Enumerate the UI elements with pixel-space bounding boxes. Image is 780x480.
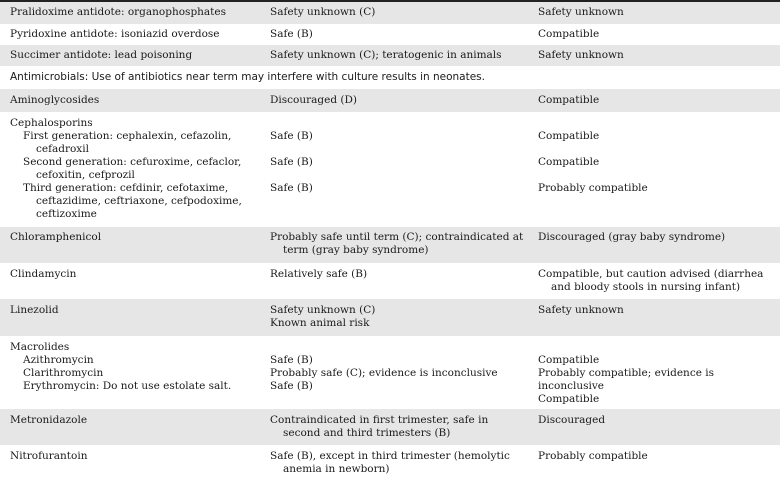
drug-subgroup-clarithromycin: Clarithromycin [23, 367, 104, 379]
drug-cell [0, 299, 260, 336]
breastfeeding-cell [528, 45, 780, 66]
spacer [270, 169, 528, 182]
pregnancy-cell [260, 445, 528, 480]
table-row-metronidazole [0, 409, 780, 445]
drug-name: Chloramphenicol [10, 231, 102, 243]
table-row-pyridoxine [0, 24, 780, 45]
drug-subgroup-erythromycin: Erythromycin: Do not use estolate salt. [23, 380, 232, 392]
pregnancy-safety: Safe (B), except in third trimester (hemolytic anemia in newborn) [270, 450, 510, 475]
table-row-nitrofurantoin [0, 445, 780, 480]
pregnancy-safety: Safe (B) [270, 130, 313, 142]
table-row-pralidoxime [0, 2, 780, 24]
drug-subgroup-second-generation: Second generation: cefuroxime, cefaclor, cefoxitin, cefprozil [23, 156, 242, 181]
drug-name: Metronidazole [10, 414, 88, 426]
pregnancy-safety: Safety unknown (C) [270, 6, 376, 18]
pregnancy-cell [260, 409, 528, 445]
breastfeeding-safety: Discouraged (gray baby syndrome) [538, 231, 726, 243]
drug-cell [0, 45, 260, 66]
breastfeeding-cell [528, 227, 780, 263]
breastfeeding-safety: Compatible [538, 393, 600, 405]
breastfeeding-safety: Probably compatible [538, 182, 648, 194]
drug-name: Clindamycin [10, 268, 77, 280]
pregnancy-cell [260, 336, 528, 409]
breastfeeding-safety: Safety unknown [538, 6, 624, 18]
breastfeeding-cell [528, 445, 780, 480]
spacer [538, 143, 780, 156]
drug-cell [0, 227, 260, 263]
pregnancy-safety: Discouraged (D) [270, 94, 358, 106]
pregnancy-safety: Safety unknown (C); teratogenic in animals [270, 49, 502, 61]
breastfeeding-safety: Compatible [538, 28, 600, 40]
section-header-antimicrobials [0, 66, 780, 89]
breastfeeding-safety: Safety unknown [538, 304, 624, 316]
drug-name: Pralidoxime antidote: organophosphates [10, 6, 227, 18]
drug-cell [0, 89, 260, 112]
pregnancy-safety: Contraindicated in first trimester, safe in second and third trimesters (B) [270, 414, 489, 439]
table-row-macrolides [0, 336, 780, 409]
pregnancy-cell [260, 24, 528, 45]
drug-safety-table [0, 2, 780, 480]
pregnancy-safety: Safety unknown (C) [270, 304, 376, 316]
breastfeeding-cell [528, 2, 780, 24]
table-row-linezolid [0, 299, 780, 336]
pregnancy-cell [260, 299, 528, 336]
drug-cell [0, 263, 260, 299]
table-row-succimer [0, 45, 780, 66]
pregnancy-safety: Safe (B) [270, 156, 313, 168]
spacer [270, 143, 528, 156]
drug-cell [0, 2, 260, 24]
breastfeeding-cell [528, 336, 780, 409]
drug-name: Succimer antidote: lead poisoning [10, 49, 193, 61]
breastfeeding-cell [528, 24, 780, 45]
drug-group-name: Macrolides [10, 341, 70, 353]
pregnancy-safety: Safe (B) [270, 380, 313, 392]
breastfeeding-cell [528, 299, 780, 336]
drug-name: Aminoglycosides [10, 94, 100, 106]
drug-name: Linezolid [10, 304, 59, 316]
drug-subgroup-first-generation: First generation: cephalexin, cefazolin, cefadroxil [23, 130, 232, 155]
drug-cell [0, 112, 260, 227]
section-title: Antimicrobials: Use of antibiotics near term may interfere with culture results in neonates. [10, 71, 485, 83]
breastfeeding-safety: Probably compatible; evidence is inconclusive [538, 367, 715, 392]
breastfeeding-cell [528, 112, 780, 227]
drug-subgroup-third-generation: Third generation: cefdinir, cefotaxime, ceftazidime, ceftriaxone, cefpodoxime, ceftizoxime [23, 182, 242, 220]
breastfeeding-safety: Safety unknown [538, 49, 624, 61]
drug-name: Nitrofurantoin [10, 450, 88, 462]
breastfeeding-safety: Compatible [538, 156, 600, 168]
drug-cell [0, 409, 260, 445]
drug-cell [0, 336, 260, 409]
pregnancy-safety: Probably safe (C); evidence is inconclusive [270, 367, 498, 379]
drug-cell [0, 24, 260, 45]
table-row-chloramphenicol [0, 227, 780, 263]
drug-cell [0, 445, 260, 480]
pregnancy-safety: Safe (B) [270, 182, 313, 194]
breastfeeding-cell [528, 89, 780, 112]
spacer [538, 341, 780, 354]
pregnancy-note: Known animal risk [270, 317, 370, 329]
spacer [270, 117, 528, 130]
table-row-clindamycin [0, 263, 780, 299]
breastfeeding-safety: Compatible [538, 130, 600, 142]
breastfeeding-safety: Compatible [538, 354, 600, 366]
pregnancy-cell [260, 2, 528, 24]
breastfeeding-cell [528, 409, 780, 445]
pregnancy-safety: Probably safe until term (C); contraindicated at term (gray baby syndrome) [270, 231, 524, 256]
drug-group-name: Cephalosporins [10, 117, 93, 129]
pregnancy-cell [260, 227, 528, 263]
spacer [538, 169, 780, 182]
drug-subgroup-azithromycin: Azithromycin [23, 354, 94, 366]
pregnancy-safety: Safe (B) [270, 28, 313, 40]
pregnancy-cell [260, 89, 528, 112]
breastfeeding-cell [528, 263, 780, 299]
breastfeeding-safety: Probably compatible [538, 450, 648, 462]
spacer [270, 341, 528, 354]
drug-name: Pyridoxine antidote: isoniazid overdose [10, 28, 220, 40]
pregnancy-safety: Relatively safe (B) [270, 268, 368, 280]
spacer [538, 117, 780, 130]
pregnancy-cell [260, 112, 528, 227]
pregnancy-cell [260, 45, 528, 66]
table-row-aminoglycosides [0, 89, 780, 112]
pregnancy-cell [260, 263, 528, 299]
breastfeeding-safety: Compatible [538, 94, 600, 106]
pregnancy-safety: Safe (B) [270, 354, 313, 366]
table-row-cephalosporins [0, 112, 780, 227]
breastfeeding-safety: Discouraged [538, 414, 606, 426]
breastfeeding-safety: Compatible, but caution advised (diarrhea and bloody stools in nursing infant) [538, 268, 764, 293]
